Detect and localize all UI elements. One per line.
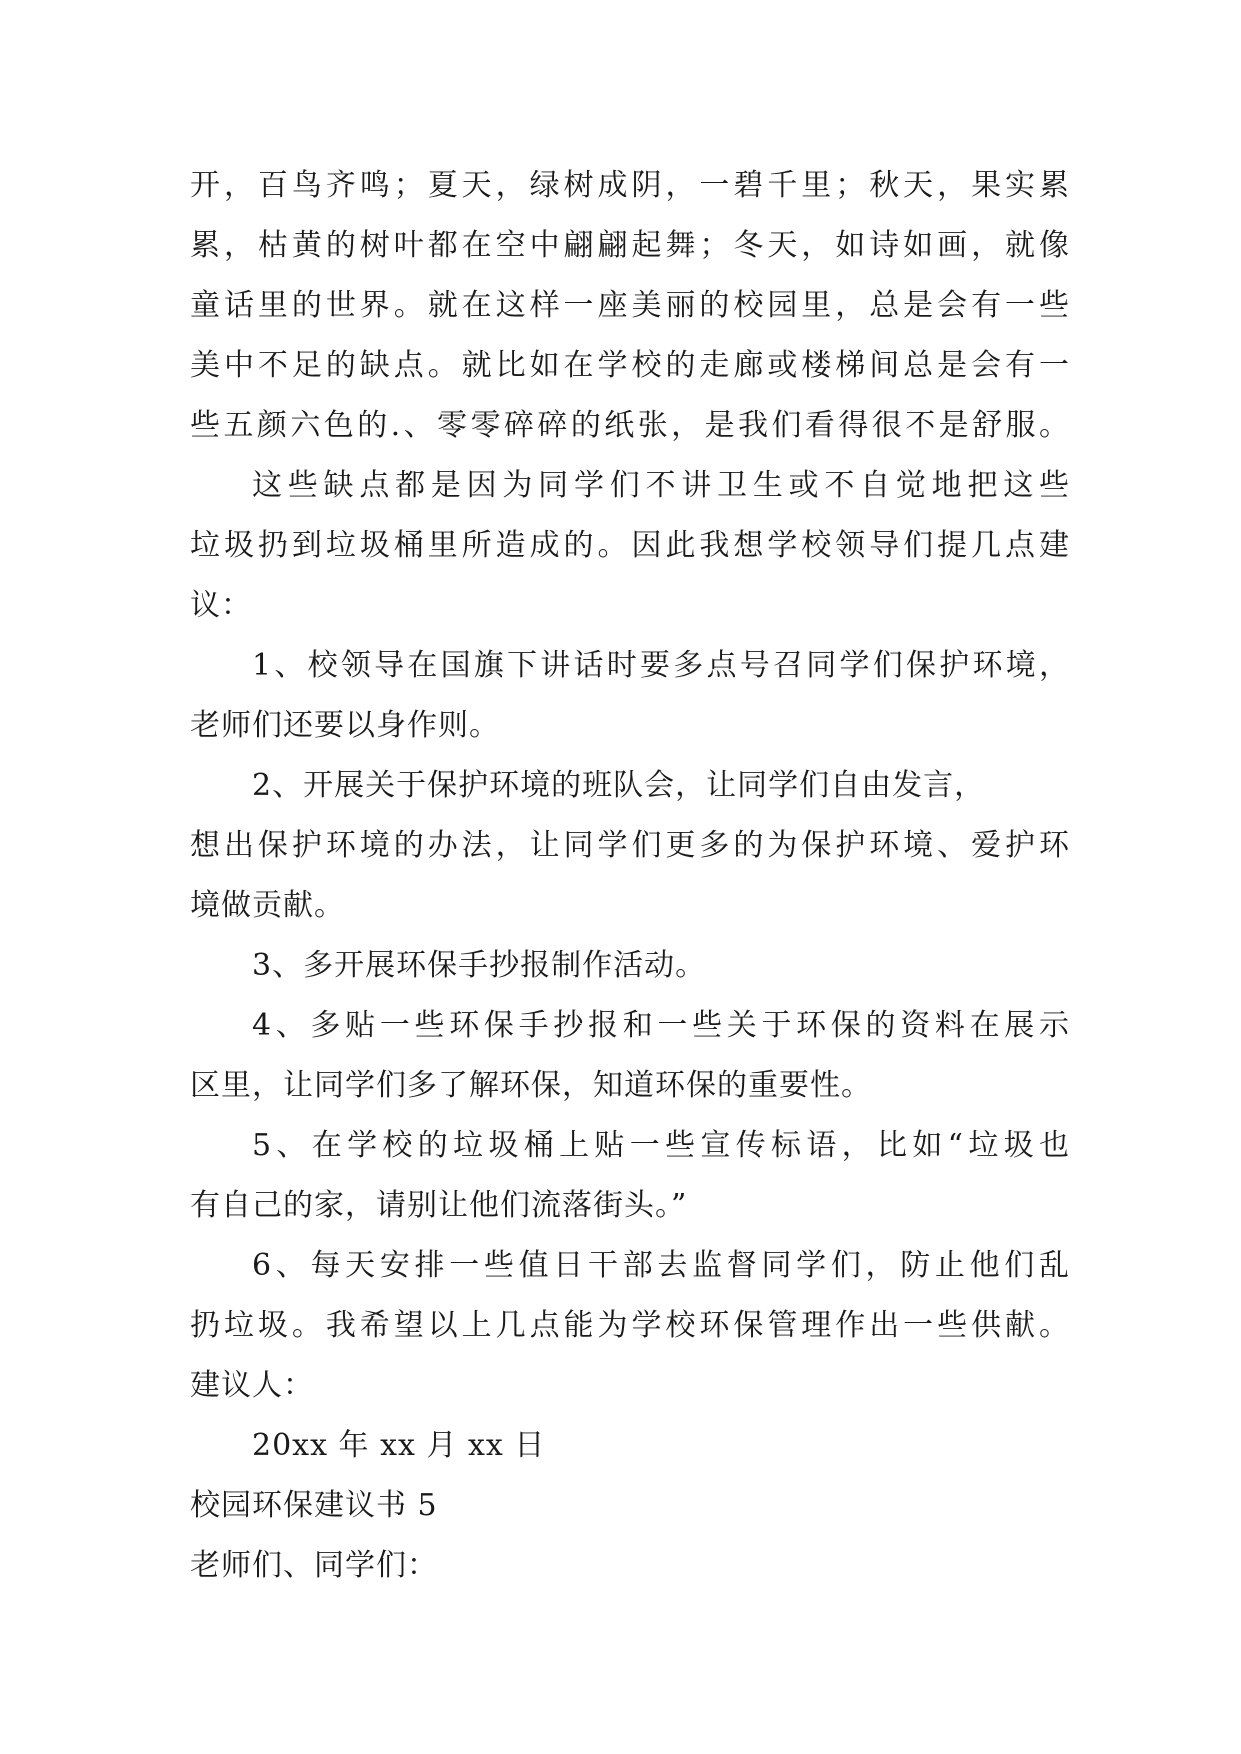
suggestion-5-line: 5、在学校的垃圾桶上贴一些宣传标语，比如“垃圾也 xyxy=(252,1128,1070,1163)
suggestion-2-continuation: 境做贡献。 xyxy=(190,888,345,923)
suggestion-6-line: 6、每天安排一些值日干部去监督同学们，防止他们乱 xyxy=(252,1248,1070,1283)
suggestion-3-line: 3、多开展环保手抄报制作活动。 xyxy=(252,948,707,983)
suggestion-6-continuation: 扔垃圾。我希望以上几点能为学校环保管理作出一些供献。 xyxy=(190,1308,1070,1343)
salutation: 老师们、同学们： xyxy=(190,1548,438,1583)
suggestion-4-continuation: 区里，让同学们多了解环保，知道环保的重要性。 xyxy=(190,1068,872,1103)
suggestion-2-line: 2、开展关于保护环境的班队会，让同学们自由发言， xyxy=(252,768,986,803)
signature-label: 建议人： xyxy=(190,1368,314,1403)
suggestion-4-line: 4、多贴一些环保手抄报和一些关于环保的资料在展示 xyxy=(252,1008,1070,1043)
suggestion-1-line: 1、校领导在国旗下讲话时要多点号召同学们保护环境， xyxy=(252,648,1070,683)
body-line: 开，百鸟齐鸣；夏天，绿树成阴，一碧千里；秋天，果实累 xyxy=(190,168,1070,203)
paragraph-first-line: 这些缺点都是因为同学们不讲卫生或不自觉地把这些 xyxy=(252,468,1070,503)
body-line: 议： xyxy=(190,588,252,623)
next-section-title: 校园环保建议书 5 xyxy=(190,1488,438,1523)
body-line: 美中不足的缺点。就比如在学校的走廊或楼梯间总是会有一 xyxy=(190,348,1070,383)
body-line: 童话里的世界。就在这样一座美丽的校园里，总是会有一些 xyxy=(190,288,1070,323)
body-line: 垃圾扔到垃圾桶里所造成的。因此我想学校领导们提几点建 xyxy=(190,528,1070,563)
suggestion-1-continuation: 老师们还要以身作则。 xyxy=(190,708,500,743)
body-line: 些五颜六色的.、零零碎碎的纸张，是我们看得很不是舒服。 xyxy=(190,408,1070,443)
date-line: 20xx 年 xx 月 xx 日 xyxy=(252,1428,546,1463)
suggestion-2-continuation: 想出保护环境的办法，让同学们更多的为保护环境、爱护环 xyxy=(190,828,1070,863)
suggestion-5-continuation: 有自己的家，请别让他们流落街头。” xyxy=(190,1188,688,1223)
body-line: 累，枯黄的树叶都在空中翩翩起舞；冬天，如诗如画，就像 xyxy=(190,228,1070,263)
